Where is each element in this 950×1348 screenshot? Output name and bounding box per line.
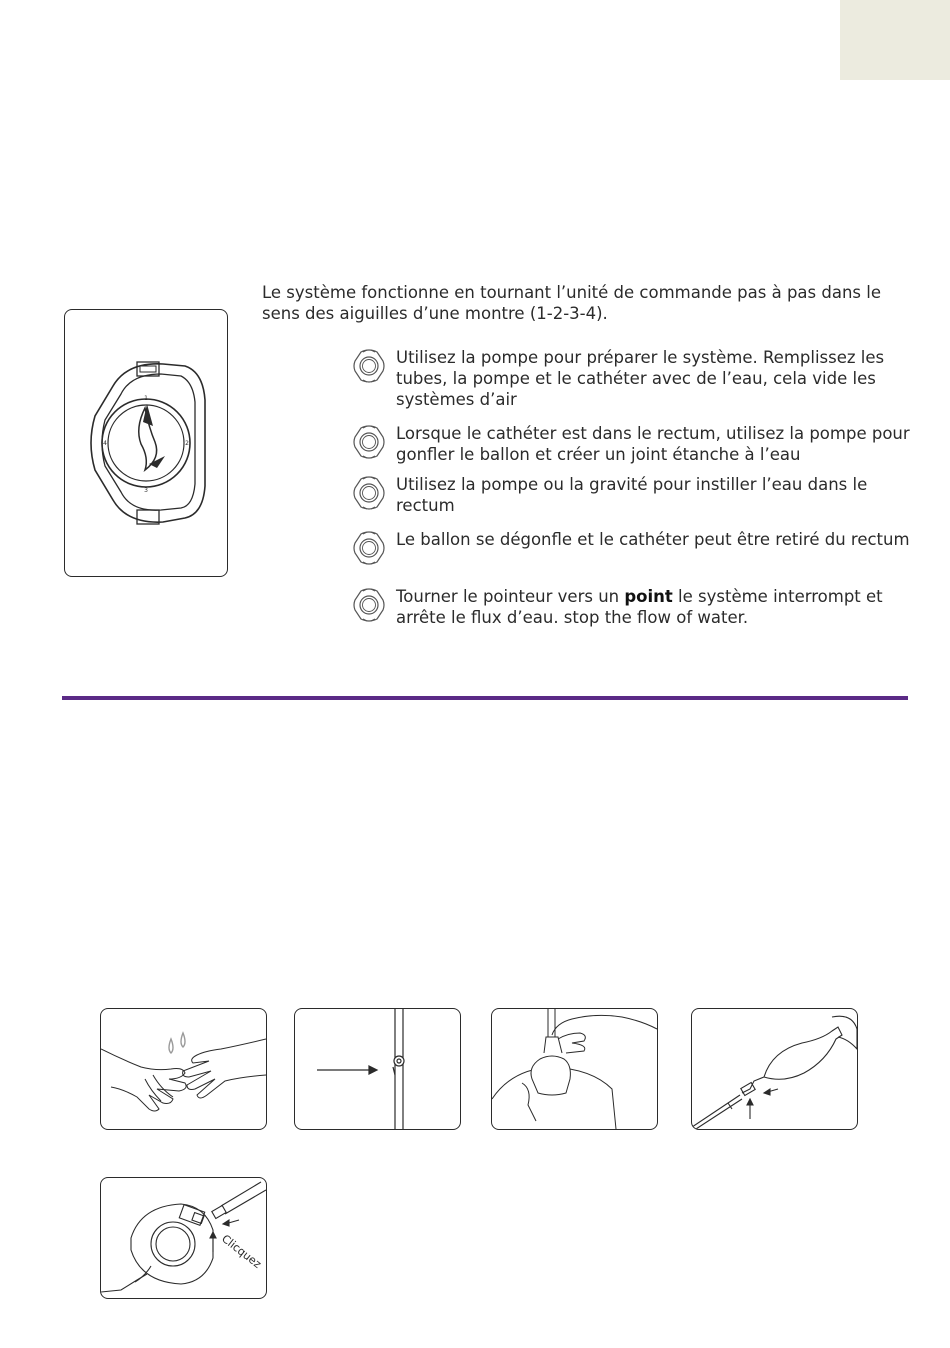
control-unit-number-4: 4 — [103, 440, 107, 447]
point-keyword: point — [624, 587, 673, 606]
illustration-pump-connect — [691, 1008, 858, 1130]
section-divider — [62, 696, 908, 700]
control-unit-position-4-icon — [352, 529, 386, 567]
illustration-tube-clip — [294, 1008, 461, 1130]
control-unit-number-3: 3 — [144, 487, 148, 494]
control-unit-position-1-icon — [352, 347, 386, 385]
step-1-text: Utilisez la pompe pour préparer le système. Remplissez les tubes, la pompe et le cathéter avec de l’eau, cela vide les systèmes d’air — [396, 348, 885, 409]
step-2-text: Lorsque le cathéter est dans le rectum, utilisez la pompe pour gonfler le ballon et créer un joint étanche à l’eau — [396, 424, 910, 464]
control-unit-number-2: 2 — [185, 440, 189, 447]
control-unit-number-1: 1 — [144, 395, 148, 402]
illustration-click-connect — [100, 1177, 267, 1299]
intro-text: Le système fonctionne en tournant l’unité de commande pas à pas dans le sens des aiguilles d’une montre (1-2-3-4). — [262, 283, 881, 323]
control-unit-illustration — [64, 309, 228, 577]
control-unit-position-2-icon — [352, 423, 386, 461]
control-unit-position-3-icon — [352, 474, 386, 512]
clicquez-label: Clicquez — [219, 1232, 264, 1271]
control-unit-point-icon — [352, 586, 386, 624]
step-3-text: Utilisez la pompe ou la gravité pour instiller l’eau dans le rectum — [396, 475, 868, 515]
step-4-text: Le ballon se dégonfle et le cathéter peut être retiré du rectum — [396, 530, 910, 549]
illustration-wash-hands — [100, 1008, 267, 1130]
step-5-text: Tourner le pointeur vers un point le système interrompt et arrête le flux d’eau. stop the flow of water. — [396, 587, 883, 627]
illustration-fill-water-bag — [491, 1008, 658, 1130]
corner-tab — [840, 0, 950, 80]
